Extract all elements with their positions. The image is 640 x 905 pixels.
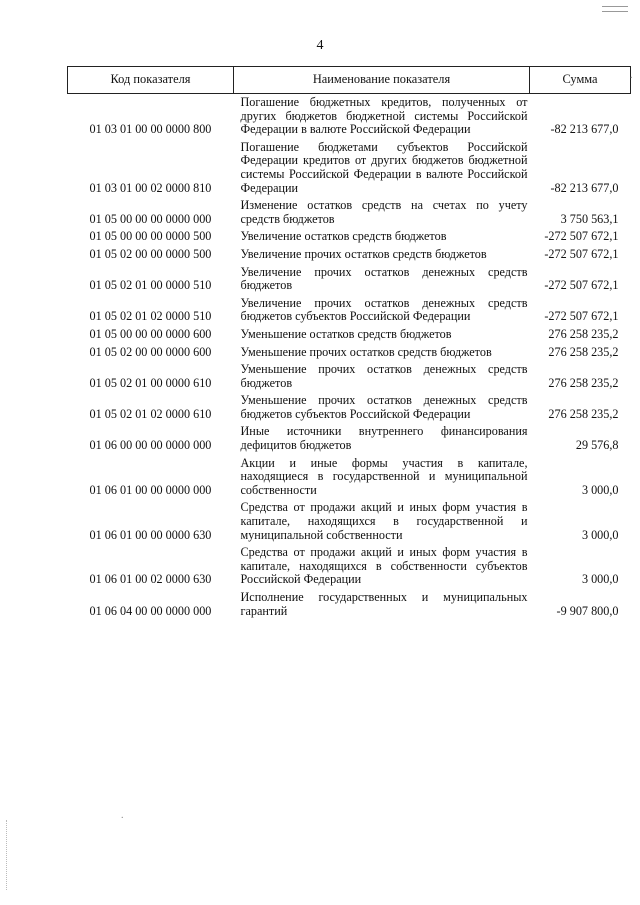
- row-amount: -272 507 672,1: [544, 309, 619, 324]
- row-code: 01 05 02 01 00 0000 510: [89, 278, 212, 293]
- row-code: 01 05 02 00 00 0000 600: [89, 344, 212, 359]
- row-name: Погашение бюджетных кредитов, полученных от других бюджетов бюджетной системы Российской Федерации в валюте Российской Федерации: [240, 95, 528, 137]
- table-row: [68, 197, 631, 228]
- row-amount: -272 507 672,1: [544, 278, 619, 293]
- row-amount: -82 213 677,0: [550, 122, 619, 137]
- row-code: 01 05 02 01 00 0000 610: [89, 375, 212, 390]
- row-name: Исполнение государственных и муниципальных гарантий: [240, 590, 528, 618]
- row-name: Средства от продажи акций и иных форм участия в капитале, находящихся в собственности субъектов Российской Федерации: [240, 545, 528, 587]
- row-code: 01 05 02 00 00 0000 500: [89, 246, 212, 261]
- row-code: 01 05 00 00 00 0000 500: [89, 229, 212, 244]
- table-row: [68, 344, 631, 362]
- row-amount: 3 000,0: [581, 527, 619, 542]
- row-amount: 276 258 235,2: [548, 344, 619, 359]
- row-name: Увеличение прочих остатков средств бюджетов: [240, 246, 487, 261]
- row-name: Погашение бюджетами субъектов Российской Федерации кредитов от других бюджетов бюджетной системы Российской Федерации в валюте Российской Федерации: [240, 139, 528, 195]
- table-header-row: [68, 67, 631, 94]
- column-header-code: Код показателя: [68, 67, 234, 94]
- row-amount: 3 000,0: [581, 482, 619, 497]
- row-name: Уменьшение прочих остатков средств бюджетов: [240, 344, 492, 359]
- table-row: [68, 455, 631, 500]
- table-row: [68, 589, 631, 620]
- table-row: [68, 392, 631, 423]
- row-name: Увеличение прочих остатков денежных средств бюджетов субъектов Российской Федерации: [240, 295, 528, 324]
- scan-margin-artifact: [6, 820, 9, 890]
- row-code: 01 06 01 00 02 0000 630: [89, 572, 212, 587]
- row-code: 01 03 01 00 00 0000 800: [89, 122, 212, 137]
- row-code: 01 06 01 00 00 0000 000: [89, 482, 212, 497]
- column-header-amount: Сумма: [530, 67, 631, 94]
- row-amount: -9 907 800,0: [556, 603, 619, 618]
- row-name: Увеличение остатков средств бюджетов: [240, 229, 447, 244]
- row-amount: -82 213 677,0: [550, 180, 619, 195]
- row-name: Акции и иные формы участия в капитале, находящиеся в государственной и муниципальной собственности: [240, 455, 528, 497]
- row-name: Уменьшение прочих остатков денежных средств бюджетов субъектов Российской Федерации: [240, 393, 528, 421]
- row-code: 01 05 00 00 00 0000 000: [89, 211, 212, 226]
- row-name: Увеличение прочих остатков денежных средств бюджетов: [240, 264, 528, 293]
- row-amount: 276 258 235,2: [548, 375, 619, 390]
- table-row: [68, 228, 631, 246]
- row-name: Уменьшение остатков средств бюджетов: [240, 326, 452, 341]
- row-name: Изменение остатков средств на счетах по учету средств бюджетов: [240, 198, 528, 226]
- table-row: [68, 264, 631, 295]
- table-row: [68, 544, 631, 589]
- page-number: 4: [316, 38, 324, 53]
- table-row: [68, 246, 631, 264]
- row-amount: 29 576,8: [575, 438, 619, 453]
- row-amount: 3 750 563,1: [560, 211, 619, 226]
- table-row: [68, 94, 631, 139]
- row-amount: -272 507 672,1: [544, 246, 619, 261]
- table-row: [68, 361, 631, 392]
- table-row: [68, 499, 631, 544]
- row-amount: 276 258 235,2: [548, 326, 619, 341]
- row-name: Уменьшение прочих остатков денежных средств бюджетов: [240, 362, 528, 390]
- row-code: 01 05 00 00 00 0000 600: [89, 326, 212, 341]
- row-code: 01 05 02 01 02 0000 510: [89, 309, 212, 324]
- table-row: [68, 326, 631, 344]
- row-amount: 3 000,0: [581, 572, 619, 587]
- row-amount: -272 507 672,1: [544, 229, 619, 244]
- column-header-name: Наименование показателя: [234, 67, 530, 94]
- table-row: [68, 295, 631, 326]
- row-code: 01 05 02 01 02 0000 610: [89, 406, 212, 421]
- row-name: Средства от продажи акций и иных форм участия в капитале, находящихся в государственной и муниципальной собственности: [240, 500, 528, 542]
- row-amount: 276 258 235,2: [548, 406, 619, 421]
- scan-speck: .: [630, 70, 633, 81]
- row-code: 01 03 01 00 02 0000 810: [89, 180, 212, 195]
- table-row: [68, 139, 631, 197]
- scan-edge-mark: [602, 6, 628, 12]
- row-code: 01 06 04 00 00 0000 000: [89, 603, 212, 618]
- budget-sources-table: [67, 66, 631, 620]
- row-name: Иные источники внутреннего финансирования дефицитов бюджетов: [240, 424, 528, 453]
- row-code: 01 06 00 00 00 0000 000: [89, 438, 212, 453]
- scan-speck: .: [121, 810, 124, 821]
- row-code: 01 06 01 00 00 0000 630: [89, 527, 212, 542]
- table-row: [68, 423, 631, 454]
